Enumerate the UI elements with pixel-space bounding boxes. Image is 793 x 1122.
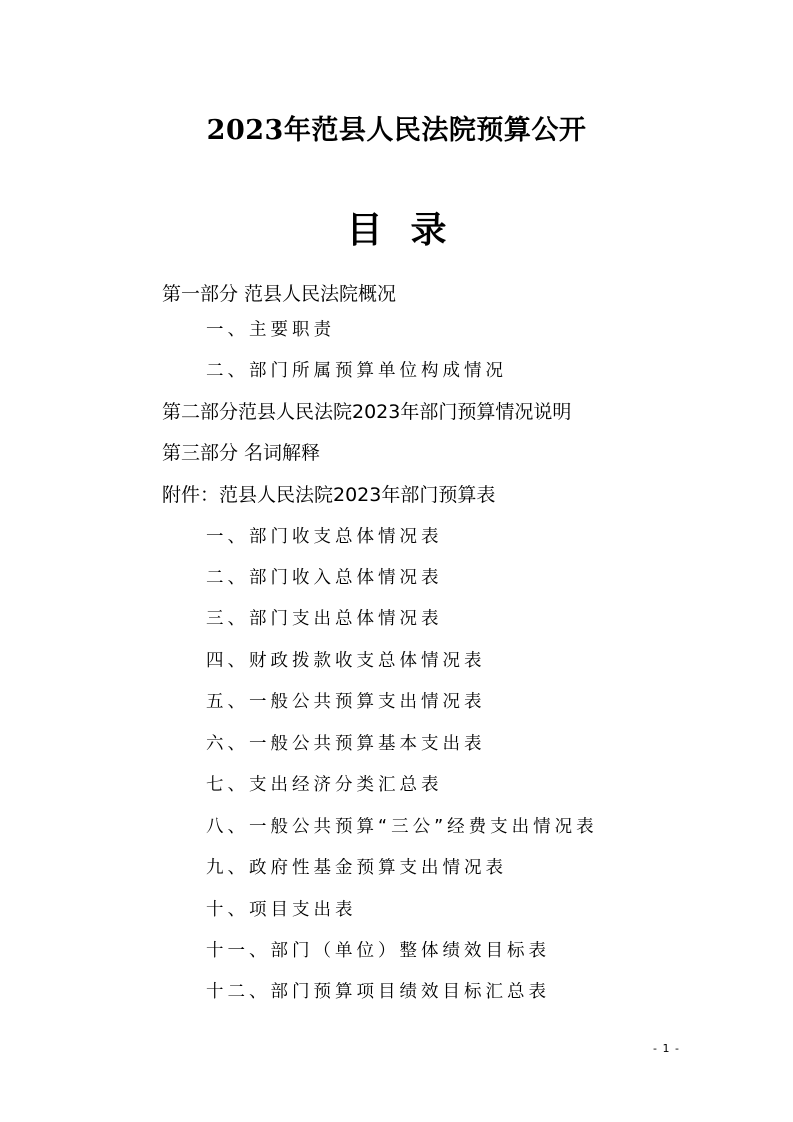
toc-appendix-item-10: 十、项目支出表: [206, 900, 357, 920]
toc-appendix-item-6: 六、一般公共预算基本支出表: [206, 734, 486, 754]
toc-appendix-item-12: 十二、部门预算项目绩效目标汇总表: [206, 982, 550, 1002]
toc-heading: 目录: [346, 210, 475, 251]
toc-part-1-item-1: 一、主要职责: [206, 320, 335, 340]
toc-appendix-item-5: 五、一般公共预算支出情况表: [206, 692, 486, 712]
toc-part-3: 第三部分 名词解释: [162, 442, 321, 464]
toc-appendix-item-8: 八、一般公共预算“三公”经费支出情况表: [206, 817, 598, 837]
toc-appendix-item-4: 四、财政拨款收支总体情况表: [206, 651, 486, 671]
toc-appendix-item-7: 七、支出经济分类汇总表: [206, 775, 443, 795]
toc-part-1-item-2: 二、部门所属预算单位构成情况: [206, 361, 507, 381]
toc-appendix-item-11: 十一、部门（单位）整体绩效目标表: [206, 941, 550, 961]
toc-appendix-item-2: 二、部门收入总体情况表: [206, 568, 443, 588]
toc-part-1: 第一部分 范县人民法院概况: [162, 283, 397, 305]
toc-appendix-item-3: 三、部门支出总体情况表: [206, 609, 443, 629]
document-title: 2023年范县人民法院预算公开: [206, 115, 587, 146]
toc-appendix-item-1: 一、部门收支总体情况表: [206, 527, 443, 547]
toc-part-2: 第二部分范县人民法院2023年部门预算情况说明: [162, 401, 572, 423]
toc-appendix-item-9: 九、政府性基金预算支出情况表: [206, 858, 507, 878]
page-number: - 1 -: [653, 1042, 680, 1055]
toc-appendix: 附件：范县人民法院2023年部门预算表: [162, 484, 496, 506]
